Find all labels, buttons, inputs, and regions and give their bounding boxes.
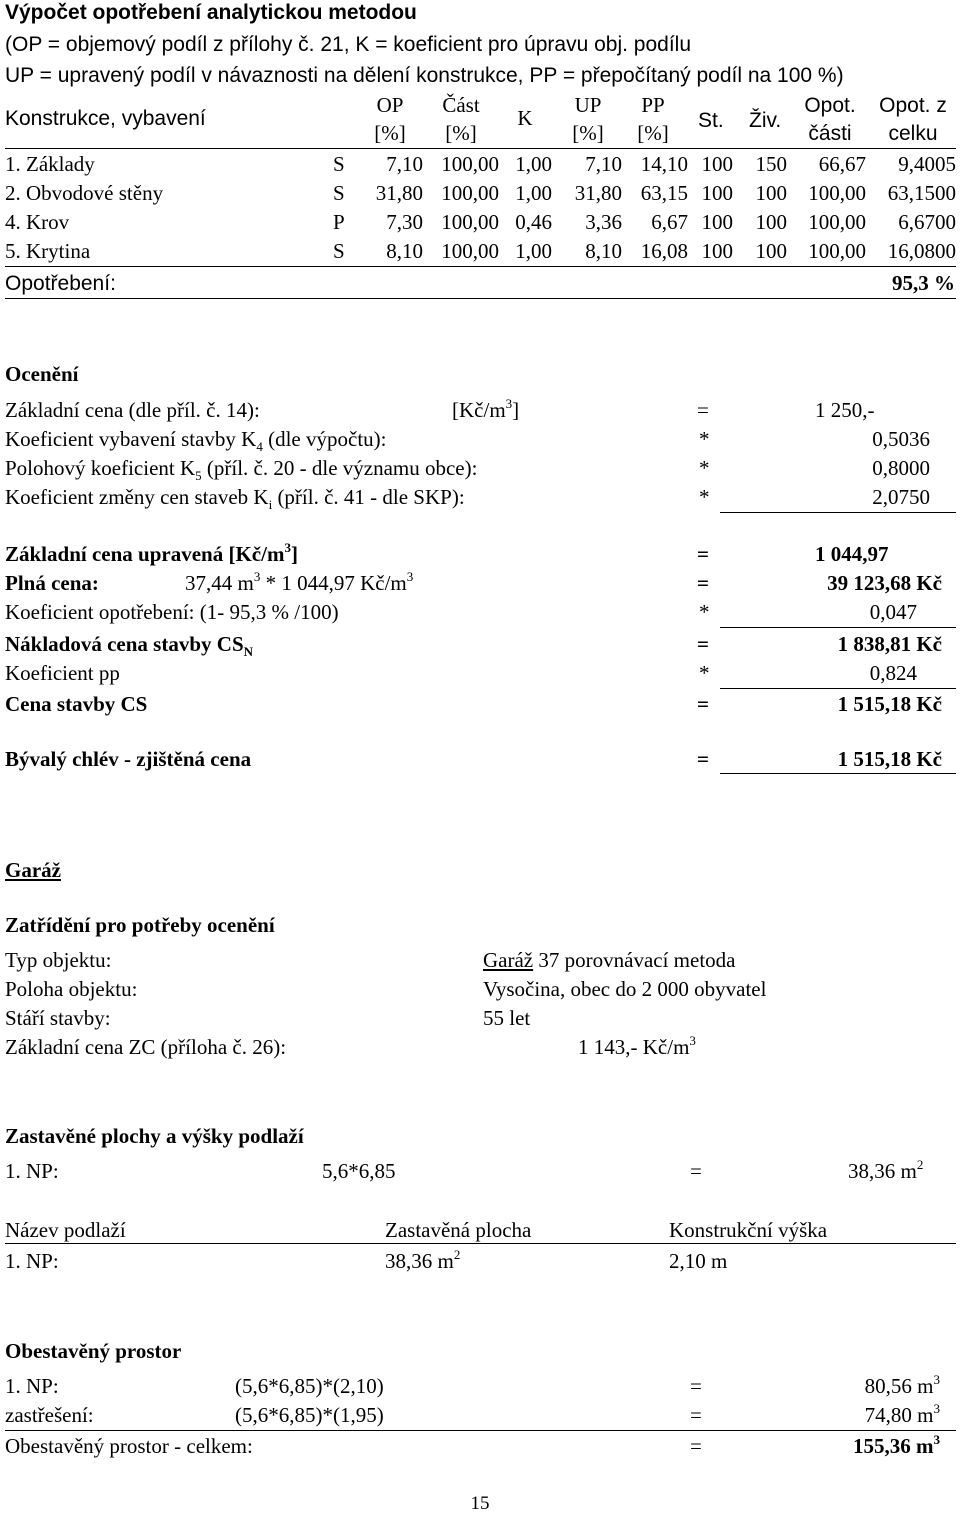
row-ziv: 100 xyxy=(755,239,787,263)
col-op-top: OP xyxy=(376,93,404,117)
row-st: 100 xyxy=(701,152,733,176)
wear-legend-line2: UP = upravený podíl v návaznosti na dělení konstrukce, PP = přepočítaný podíl na 100 %) xyxy=(5,64,844,87)
podlazi-col-plocha: Zastavěná plocha xyxy=(385,1218,532,1242)
row-ziv: 100 xyxy=(755,181,787,205)
row-op: 31,80 xyxy=(375,181,423,205)
prostor-divider xyxy=(5,1430,956,1431)
zjistena-op: = xyxy=(697,747,709,771)
podlazi-col-vyska: Konstrukční výška xyxy=(669,1218,828,1242)
row-ziv: 100 xyxy=(755,210,787,234)
row-up: 3,36 xyxy=(585,210,622,234)
plna-cena-label: Plná cena: xyxy=(5,571,99,595)
prostor-formula: (5,6*6,85)*(2,10) xyxy=(235,1374,384,1398)
upravena-op: = xyxy=(697,542,709,566)
prostor-formula: (5,6*6,85)*(1,95) xyxy=(235,1403,384,1427)
row-k: 0,46 xyxy=(515,210,552,234)
cena-stavby-label: Cena stavby CS xyxy=(5,692,148,716)
row-cast: 100,00 xyxy=(441,152,499,176)
col-k: K xyxy=(517,106,533,130)
row-pp: 16,08 xyxy=(640,239,688,263)
row-type: S xyxy=(333,152,345,176)
prostor-total-op: = xyxy=(690,1434,702,1458)
ki-label: Koeficient změny cen staveb $K_i$ (příl. č. 41 - dle SKP): xyxy=(5,485,465,512)
row-opot-casti: 66,67 xyxy=(818,152,866,176)
plna-cena-value: 39 123,68 Kč xyxy=(827,571,942,595)
row-opot-celku: 9,4005 xyxy=(898,152,956,176)
zjistena-label: Bývalý chlév - zjištěná cena xyxy=(5,747,252,771)
zc-value: 1 250,- xyxy=(815,398,875,422)
col-pp-top: PP xyxy=(641,93,665,117)
row-op: 7,10 xyxy=(386,152,423,176)
row-name: 5. Krytina xyxy=(5,239,91,263)
stari-label: Stáří stavby: xyxy=(5,1006,111,1030)
koef-opot-underline xyxy=(720,627,956,628)
row-op: 8,10 xyxy=(386,239,423,263)
prostor-value: 74,80 $m^3$ xyxy=(864,1401,940,1427)
col-pp-bot: [%] xyxy=(637,121,669,145)
oceneni-title: Ocenění xyxy=(5,362,79,386)
prostor-label: zastřešení: xyxy=(5,1403,94,1427)
row-name: 1. Základy xyxy=(5,152,95,176)
koef-opot-op: * xyxy=(699,600,710,624)
upravena-value: 1 044,97 xyxy=(815,542,889,566)
zjistena-underline xyxy=(720,773,956,774)
row-k: 1,00 xyxy=(515,239,552,263)
row-up: 8,10 xyxy=(585,239,622,263)
nakladova-op: = xyxy=(697,632,709,656)
prostor-total-label: Obestavěný prostor - celkem: xyxy=(5,1434,253,1458)
k4-value: 0,5036 xyxy=(872,427,930,451)
plochy-label: 1. NP: xyxy=(5,1159,59,1183)
row-cast: 100,00 xyxy=(441,239,499,263)
prostor-label: 1. NP: xyxy=(5,1374,59,1398)
podlazi-vyska: 2,10 m xyxy=(669,1249,728,1273)
rows-divider xyxy=(5,266,956,267)
row-type: S xyxy=(333,181,345,205)
ki-op: * xyxy=(699,485,710,509)
zc-label: Základní cena (dle příl. č. 14): xyxy=(5,398,260,422)
cena-stavby-op: = xyxy=(697,692,709,716)
podlazi-plocha: 38,36 $m^2$ xyxy=(385,1247,461,1273)
total-divider xyxy=(5,298,956,299)
podlazi-divider xyxy=(5,1243,956,1244)
wear-total-value: 95,3 % xyxy=(892,271,955,295)
row-ziv: 150 xyxy=(755,152,787,176)
wear-title: Výpočet opotřebení analytickou metodou xyxy=(5,1,417,24)
col-opot-casti-top: Opot. xyxy=(804,94,856,117)
col-cast-top: Část xyxy=(442,93,480,117)
row-up: 31,80 xyxy=(574,181,622,205)
row-op: 7,30 xyxy=(386,210,423,234)
wear-total-label: Opotřebení: xyxy=(5,272,116,295)
stari-value: 55 let xyxy=(483,1006,531,1030)
col-opot-celku-top: Opot. z xyxy=(879,94,947,117)
prostor-op: = xyxy=(690,1403,702,1427)
col-up-top: UP xyxy=(574,93,602,117)
row-k: 1,00 xyxy=(515,181,552,205)
row-st: 100 xyxy=(701,181,733,205)
row-type: P xyxy=(333,210,345,234)
row-st: 100 xyxy=(701,210,733,234)
zc-garaz-label: Základní cena ZC (příloha č. 26): xyxy=(5,1035,287,1059)
row-type: S xyxy=(333,239,345,263)
k5-label: Polohový koeficient $K_5$ (příl. č. 20 - dle významu obce): xyxy=(5,456,478,483)
row-st: 100 xyxy=(701,239,733,263)
cena-stavby-value: 1 515,18 Kč xyxy=(837,692,942,716)
zatrideni-title: Zatřídění pro potřeby ocenění xyxy=(5,913,275,937)
zc-garaz-value: 1 143,- $Kč/m^3$ xyxy=(578,1033,696,1059)
koef-opot-value: 0,047 xyxy=(869,600,917,624)
zc-op: = xyxy=(697,398,709,422)
row-pp: 63,15 xyxy=(640,181,688,205)
row-opot-casti: 100,00 xyxy=(808,210,866,234)
plna-cena-formula: 37,44 $m^3 * 1$ 044,97 $Kč/m^3$ xyxy=(185,569,414,595)
row-name: 2. Obvodové stěny xyxy=(5,181,164,205)
col-op-bot: [%] xyxy=(374,121,406,145)
col-opot-casti-bot: části xyxy=(808,122,852,145)
nakladova-value: 1 838,81 Kč xyxy=(837,632,942,656)
prostor-title: Obestavěný prostor xyxy=(5,1339,182,1363)
k5-op: * xyxy=(699,456,710,480)
row-opot-casti: 100,00 xyxy=(808,239,866,263)
zc-unit: $[Kč/m^3]$ xyxy=(452,396,520,422)
row-pp: 6,67 xyxy=(651,210,688,234)
nakladova-label: Nákladová cena stavby $CS_N$ xyxy=(5,632,254,659)
poloha-value: Vysočina, obec do 2 000 obyvatel xyxy=(483,977,767,1001)
col-konstrukce: Konstrukce, vybavení xyxy=(5,107,206,130)
ki-value: 2,0750 xyxy=(872,485,930,509)
row-opot-celku: 63,1500 xyxy=(887,181,956,205)
plochy-formula: 5,6*6,85 xyxy=(322,1159,396,1183)
plna-cena-op: = xyxy=(697,571,709,595)
koef-pp-op: * xyxy=(699,661,710,685)
col-cast-bot: [%] xyxy=(445,121,477,145)
ki-underline xyxy=(720,512,956,513)
podlazi-nazev: 1. NP: xyxy=(5,1249,59,1273)
prostor-op: = xyxy=(690,1374,702,1398)
col-opot-celku-bot: celku xyxy=(888,122,938,145)
row-k: 1,00 xyxy=(515,152,552,176)
row-opot-celku: 6,6700 xyxy=(898,210,956,234)
plochy-value: 38,36 $m^2$ xyxy=(848,1157,924,1183)
koef-pp-value: 0,824 xyxy=(869,661,917,685)
k5-value: 0,8000 xyxy=(872,456,930,480)
garaz-title: Garáž xyxy=(5,858,61,882)
koef-pp-label: Koeficient pp xyxy=(5,661,120,685)
row-up: 7,10 xyxy=(585,152,622,176)
prostor-value: 80,56 $m^3$ xyxy=(864,1372,940,1398)
header-divider xyxy=(5,148,956,149)
podlazi-col-nazev: Název podlaží xyxy=(5,1218,126,1242)
koef-pp-underline xyxy=(720,688,956,689)
col-up-bot: [%] xyxy=(572,121,604,145)
plochy-op: = xyxy=(690,1159,702,1183)
typ-label: Typ objektu: xyxy=(5,948,112,972)
col-ziv: Živ. xyxy=(749,109,782,132)
typ-value: Garáž 37 porovnávací metoda xyxy=(483,948,736,972)
prostor-total-value: 155,36 $m^3$ xyxy=(853,1432,940,1458)
row-pp: 14,10 xyxy=(640,152,688,176)
row-opot-casti: 100,00 xyxy=(808,181,866,205)
page-number: 15 xyxy=(470,1493,490,1514)
zjistena-value: 1 515,18 Kč xyxy=(837,747,942,771)
row-name: 4. Krov xyxy=(5,210,70,234)
col-st: St. xyxy=(698,109,724,132)
k4-op: * xyxy=(699,427,710,451)
row-opot-celku: 16,0800 xyxy=(887,239,956,263)
wear-legend-line1: (OP = objemový podíl z přílohy č. 21, K = koeficient pro úpravu obj. podílu xyxy=(5,33,691,56)
row-cast: 100,00 xyxy=(441,181,499,205)
plochy-title: Zastavěné plochy a výšky podlaží xyxy=(5,1124,304,1148)
k4-label: Koeficient vybavení stavby $K_4$ (dle výpočtu): xyxy=(5,427,387,454)
row-cast: 100,00 xyxy=(441,210,499,234)
poloha-label: Poloha objektu: xyxy=(5,977,138,1001)
koef-opot-label: Koeficient opotřebení: (1- 95,3 % /100) xyxy=(5,600,339,624)
upravena-label: Základní cena upravená $[Kč/m^3]$ xyxy=(5,540,298,566)
